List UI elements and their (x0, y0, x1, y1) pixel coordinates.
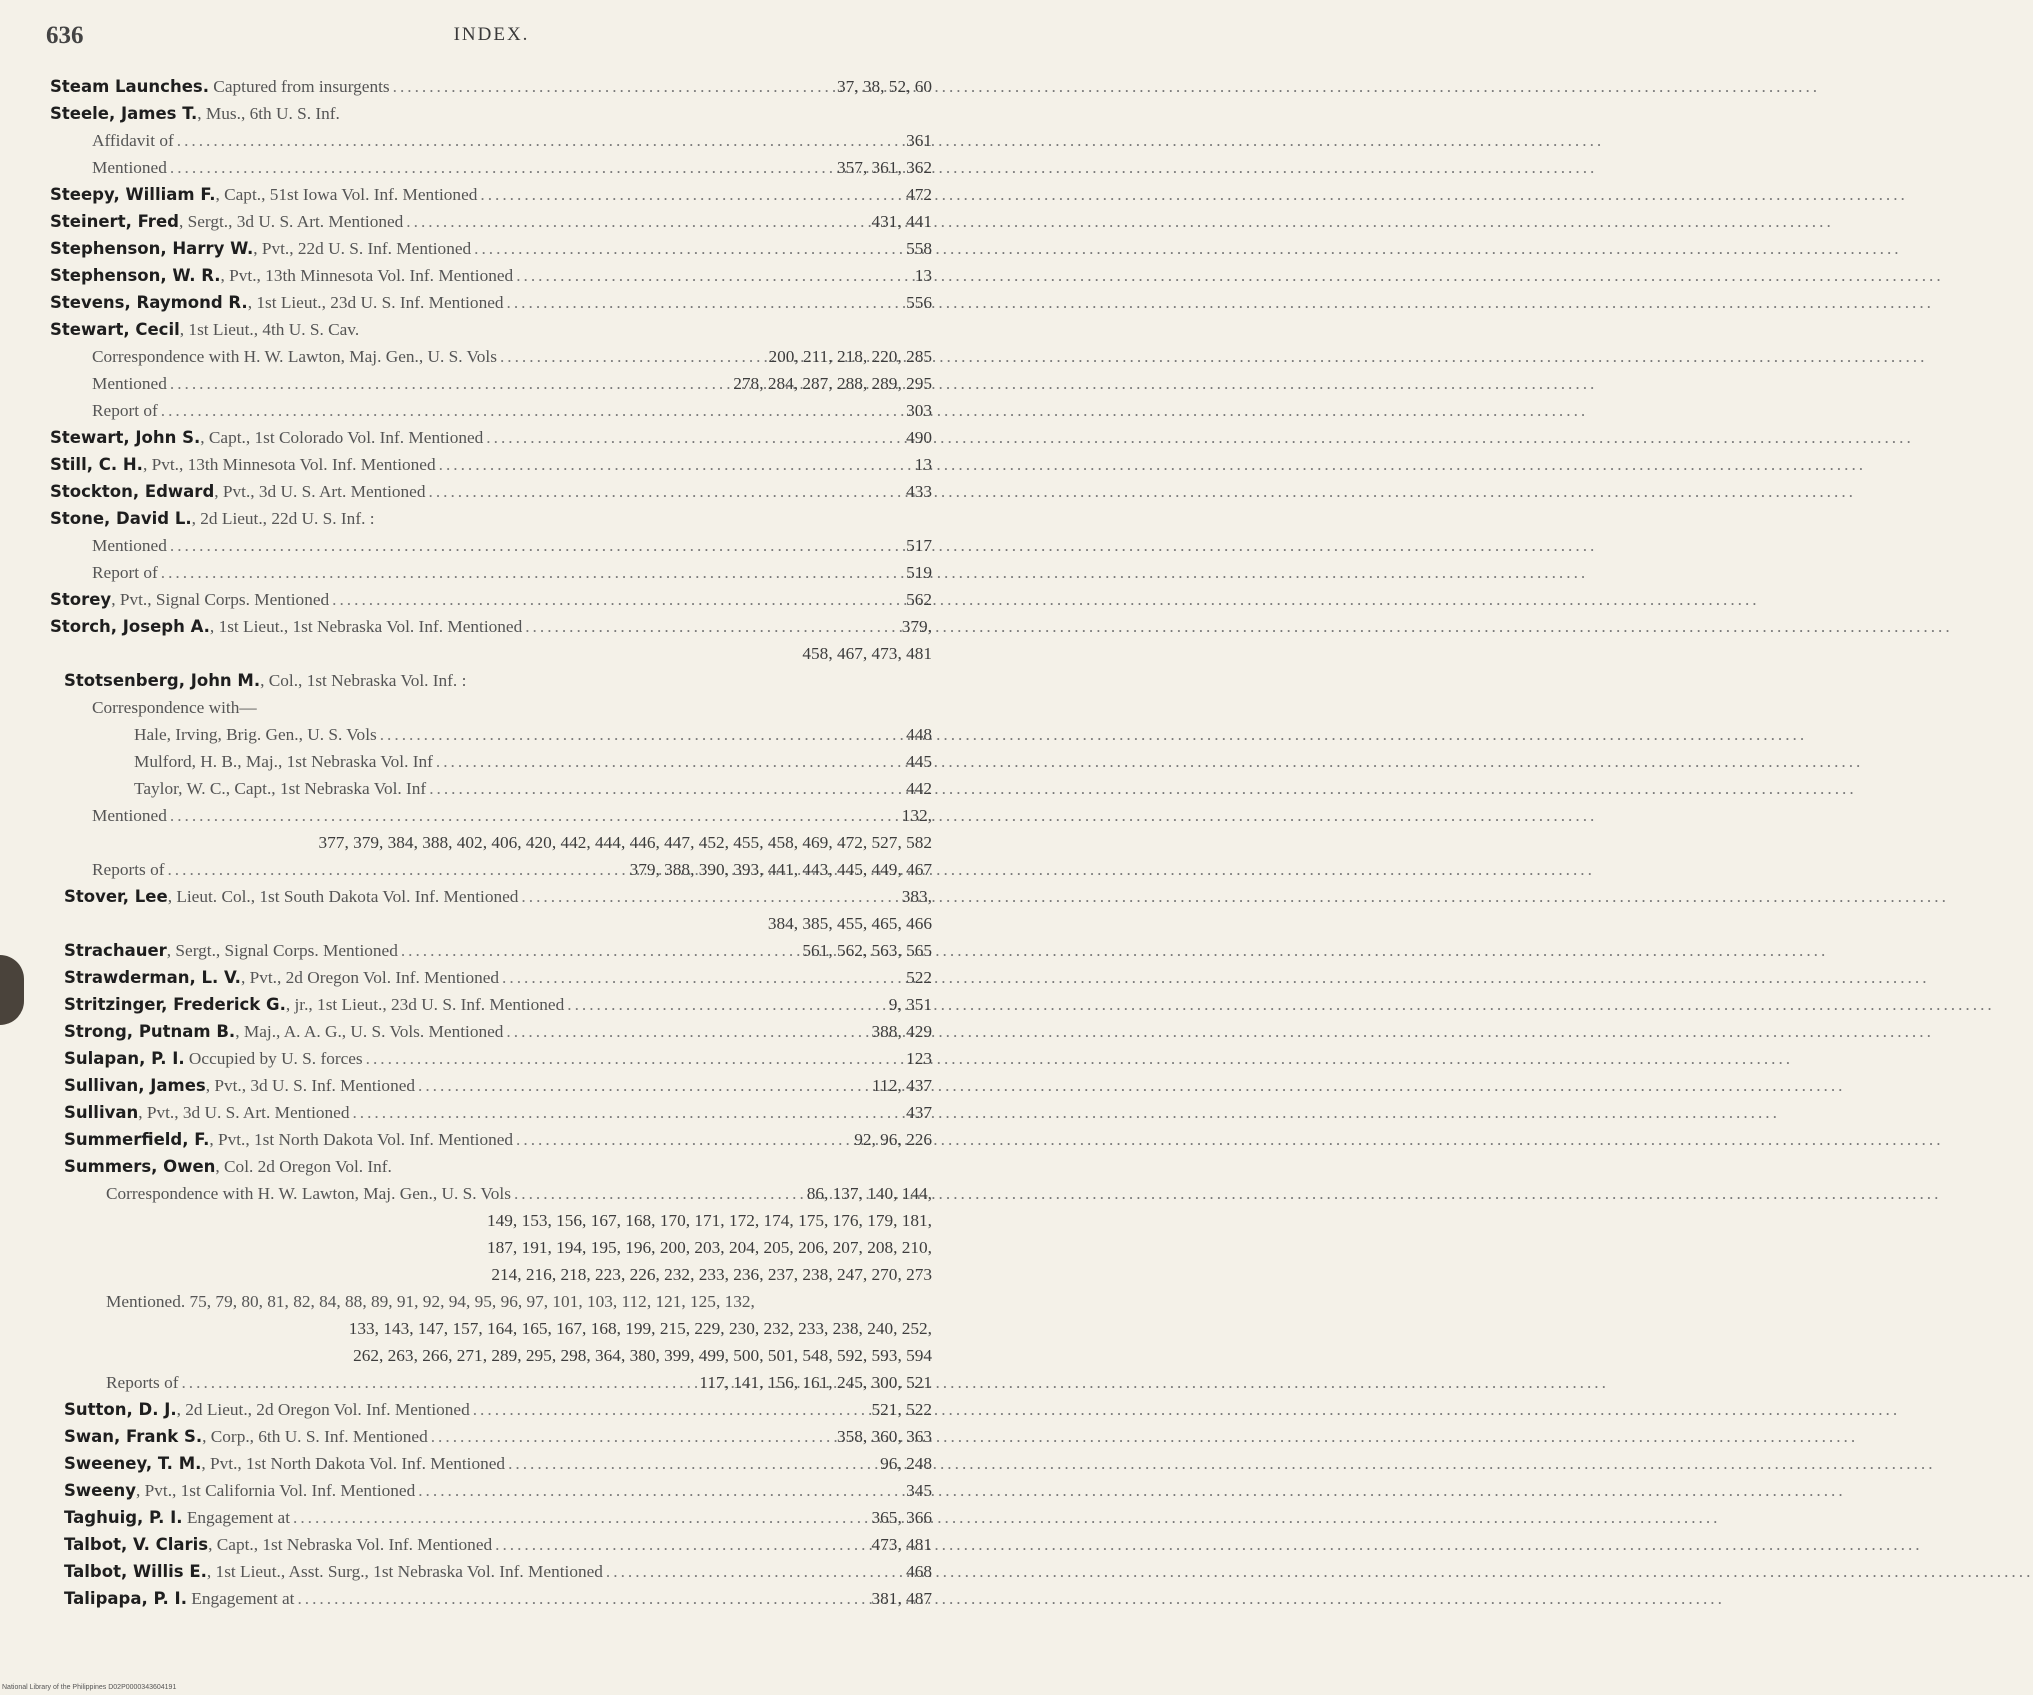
leader-dots (514, 1180, 804, 1207)
entry-pages: 13 (914, 266, 932, 285)
index-line (50, 451, 932, 478)
index-line (50, 1396, 932, 1423)
entry-description: , 2d Lieut., 2d Oregon Vol. Inf. Mentioned (176, 1400, 470, 1419)
leader-dots (393, 73, 834, 100)
entry-pages: 149, 153, 156, 167, 168, 170, 171, 172, 174, 175, 176, 179, 181, (487, 1211, 932, 1230)
entry-description: , Lieut. Col., 1st South Dakota Vol. Inf. Mentioned (167, 887, 519, 906)
index-line (50, 100, 932, 127)
index-line (50, 1153, 932, 1180)
index-line (50, 1072, 932, 1099)
index-line (50, 586, 932, 613)
entry-pages: 123 (906, 1049, 932, 1068)
entry-heading: Talbot, Willis E. (64, 1562, 207, 1581)
entry-pages: 458, 467, 473, 481 (802, 644, 932, 663)
entry-pages: 468 (906, 1562, 932, 1581)
entry-description: Hale, Irving, Brig. Gen., U. S. Vols (134, 725, 377, 744)
entry-heading: Steele, James T. (50, 104, 198, 123)
entry-heading: Strawderman, L. V. (64, 968, 241, 987)
entry-lead (64, 991, 564, 1018)
entry-heading: Sweeney, T. M. (64, 1454, 202, 1473)
index-line (50, 1288, 932, 1315)
entry-pages: 379, 388, 390, 393, 441, 443, 445, 449, 467 (629, 860, 932, 879)
entry-lead (50, 424, 483, 451)
entry-description: , Pvt., 3d U. S. Art. Mentioned (214, 482, 426, 501)
entry-pages: 357, 361, 362 (836, 158, 932, 177)
entry-pages: 445 (906, 752, 932, 771)
entry-lead (64, 1477, 415, 1504)
leader-dots (170, 154, 834, 181)
index-line (50, 397, 932, 424)
entry-description: , Pvt., 1st North Dakota Vol. Inf. Mentioned (201, 1454, 506, 1473)
leader-dots (606, 1558, 903, 1585)
entry-lead (64, 1099, 349, 1126)
leader-dots (366, 1045, 903, 1072)
entry-description: Captured from insurgents (208, 77, 390, 96)
entry-lead (64, 1585, 294, 1612)
entry-description: Correspondence with H. W. Lawton, Maj. Gen., U. S. Vols (92, 347, 497, 366)
entry-lead (106, 1180, 511, 1207)
leader-dots (170, 802, 899, 829)
leader-dots (516, 262, 912, 289)
entry-pages: 448 (906, 725, 932, 744)
leader-dots (170, 370, 730, 397)
leader-dots (332, 586, 903, 613)
entry-description: Report of (92, 401, 158, 420)
entry-lead (64, 1504, 290, 1531)
entry-pages: 278, 284, 287, 288, 289, 295 (733, 374, 932, 393)
entry-pages: 558 (906, 239, 932, 258)
entry-lead (92, 856, 164, 883)
entry-pages: 561, 562, 563, 565 (802, 941, 932, 960)
leader-dots (352, 1099, 903, 1126)
index-line (50, 640, 932, 667)
entry-description: Mentioned (92, 158, 167, 177)
entry-description: , Mus., 6th U. S. Inf. (197, 104, 340, 123)
entry-heading: Stewart, John S. (50, 428, 201, 447)
entry-lead (64, 1531, 492, 1558)
entry-pages: 92, 96, 226 (854, 1130, 932, 1149)
entry-description: , Corp., 6th U. S. Inf. Mentioned (202, 1427, 428, 1446)
entry-heading: Steepy, William F. (50, 185, 216, 204)
entry-heading: Sweeny (64, 1481, 137, 1500)
entry-heading: Talbot, V. Claris (64, 1535, 209, 1554)
entry-description: , Pvt., 3d U. S. Inf. Mentioned (205, 1076, 416, 1095)
entry-pages: 556 (906, 293, 932, 312)
entry-lead (50, 208, 403, 235)
entry-pages: 132, (901, 806, 932, 825)
entry-lead (64, 1018, 503, 1045)
index-line (50, 208, 932, 235)
entry-heading: Taghuig, P. I. (64, 1508, 183, 1527)
entry-heading: Stevens, Raymond R. (50, 293, 248, 312)
index-line (50, 181, 932, 208)
leader-dots (521, 883, 898, 910)
leader-dots (161, 559, 903, 586)
entry-pages: 262, 263, 266, 271, 289, 295, 298, 364, 380, 399, 499, 500, 501, 548, 592, 593, 594 (353, 1346, 932, 1365)
index-line (50, 829, 932, 856)
entry-pages: 383, (901, 887, 932, 906)
entry-pages: 519 (906, 563, 932, 582)
leader-dots (502, 964, 903, 991)
leader-dots (181, 1369, 696, 1396)
entry-description: , Pvt., 13th Minnesota Vol. Inf. Mentioned (220, 266, 514, 285)
entry-pages: 37, 38, 52, 60 (836, 77, 932, 96)
leader-dots (439, 451, 912, 478)
entry-description: , 1st Lieut., 23d U. S. Inf. Mentioned (247, 293, 504, 312)
entry-heading: Stone, David L. (50, 509, 192, 528)
index-line (50, 370, 932, 397)
index-line (50, 694, 932, 721)
entry-description: , Sergt., 3d U. S. Art. Mentioned (178, 212, 404, 231)
index-line (50, 559, 932, 586)
index-line (50, 1585, 932, 1612)
entry-lead (106, 1369, 178, 1396)
entry-pages: 379, (901, 617, 932, 636)
entry-description: , jr., 1st Lieut., 23d U. S. Inf. Mentioned (285, 995, 565, 1014)
index-line (50, 262, 932, 289)
entry-lead (134, 775, 426, 802)
entry-heading: Strachauer (64, 941, 167, 960)
entry-description: Mentioned. 75, 79, 80, 81, 82, 84, 88, 89, 91, 92, 94, 95, 96, 97, 101, 103, 112, 121, 125, 132, (106, 1292, 755, 1311)
entry-pages: 472 (906, 185, 932, 204)
index-line (50, 1477, 932, 1504)
entry-description: , Pvt., 1st California Vol. Inf. Mentioned (136, 1481, 416, 1500)
entry-lead (64, 1396, 470, 1423)
entry-pages: 200, 211, 218, 220, 285 (768, 347, 932, 366)
index-line (50, 1099, 932, 1126)
leader-dots (436, 748, 903, 775)
entry-heading: Strong, Putnam B. (64, 1022, 236, 1041)
entry-description: Occupied by U. S. forces (184, 1049, 363, 1068)
entry-description: , Pvt., 1st North Dakota Vol. Inf. Mentioned (209, 1130, 514, 1149)
index-line (50, 1018, 932, 1045)
entry-heading: Talipapa, P. I. (64, 1589, 187, 1608)
entry-description: Engagement at (182, 1508, 291, 1527)
entry-pages: 490 (906, 428, 932, 447)
entry-lead (64, 1423, 428, 1450)
leader-dots (401, 937, 800, 964)
entry-heading: Sullivan (64, 1103, 139, 1122)
index-line (50, 1234, 932, 1261)
entry-heading: Stover, Lee (64, 887, 168, 906)
index-line (50, 667, 932, 694)
leader-dots (418, 1477, 903, 1504)
entry-heading: Sutton, D. J. (64, 1400, 177, 1419)
index-entries (50, 73, 932, 1612)
entry-heading: Still, C. H. (50, 455, 143, 474)
entry-description: , Pvt., 2d Oregon Vol. Inf. Mentioned (240, 968, 500, 987)
entry-pages: 9, 351 (888, 995, 932, 1014)
entry-description: , 1st Lieut., 4th U. S. Cav. (179, 320, 360, 339)
entry-description: Mentioned (92, 536, 167, 555)
entry-pages: 117, 141, 156, 161, 245, 300, 521 (699, 1373, 932, 1392)
entry-pages: 86, 137, 140, 144, (806, 1184, 932, 1203)
entry-description: , Capt., 51st Iowa Vol. Inf. Mentioned (215, 185, 478, 204)
index-line (50, 154, 932, 181)
entry-lead (92, 694, 257, 721)
entry-lead (50, 289, 504, 316)
entry-pages: 214, 216, 218, 223, 226, 232, 233, 236, 237, 238, 247, 270, 273 (491, 1265, 932, 1284)
entry-lead (64, 667, 466, 694)
index-line (50, 1369, 932, 1396)
entry-description: , 1st Lieut., 1st Nebraska Vol. Inf. Mentioned (209, 617, 523, 636)
entry-pages: 345 (906, 1481, 932, 1500)
entry-heading: Stotsenberg, John M. (64, 671, 261, 690)
entry-pages: 365, 366 (871, 1508, 932, 1527)
entry-pages: 377, 379, 384, 388, 402, 406, 420, 442, 444, 446, 447, 452, 455, 458, 469, 472, 527, 582 (318, 833, 932, 852)
index-line (50, 343, 932, 370)
leader-dots (486, 424, 903, 451)
index-line (50, 1207, 932, 1234)
leader-dots (297, 1585, 868, 1612)
entry-description: , 2d Lieut., 22d U. S. Inf. : (191, 509, 375, 528)
leader-dots (480, 181, 903, 208)
leader-dots (380, 721, 903, 748)
index-line (50, 1261, 932, 1288)
running-head: INDEX. (453, 24, 530, 45)
leader-dots (516, 1126, 851, 1153)
index-page (0, 0, 983, 1695)
index-line (50, 1180, 932, 1207)
entry-description: , Pvt., 13th Minnesota Vol. Inf. Mentioned (142, 455, 436, 474)
entry-heading: Storey (50, 590, 112, 609)
entry-lead (50, 613, 522, 640)
index-line (50, 802, 932, 829)
entry-description: , Col., 1st Nebraska Vol. Inf. : (260, 671, 467, 690)
entry-description: , Sergt., Signal Corps. Mentioned (166, 941, 398, 960)
entry-lead (50, 235, 471, 262)
entry-lead (92, 370, 167, 397)
entry-lead (106, 1288, 755, 1315)
entry-heading: Storch, Joseph A. (50, 617, 210, 636)
scan-footer: National Library of the Philippines D02P0000343604191 (2, 1684, 177, 1691)
entry-description: , Pvt., 3d U. S. Art. Mentioned (138, 1103, 350, 1122)
entry-lead (50, 100, 340, 127)
entry-lead (64, 937, 398, 964)
entry-pages: 112, 437 (872, 1076, 932, 1095)
entry-pages: 96, 248 (880, 1454, 932, 1473)
leader-dots (170, 532, 903, 559)
entry-lead (50, 181, 477, 208)
index-line (50, 1126, 932, 1153)
entry-heading: Stewart, Cecil (50, 320, 180, 339)
index-line (50, 937, 932, 964)
entry-description: , Capt., 1st Nebraska Vol. Inf. Mentioned (208, 1535, 493, 1554)
entry-description: Reports of (106, 1373, 179, 1392)
entry-description: Reports of (92, 860, 165, 879)
entry-description: , Pvt., Signal Corps. Mentioned (111, 590, 330, 609)
thumb-shadow (0, 955, 24, 1025)
entry-heading: Stephenson, W. R. (50, 266, 221, 285)
entry-lead (50, 451, 436, 478)
entry-description: Correspondence with— (92, 698, 257, 717)
entry-pages: 133, 143, 147, 157, 164, 165, 167, 168, 199, 215, 229, 230, 232, 233, 238, 240, 252, (348, 1319, 932, 1338)
entry-description: , Col. 2d Oregon Vol. Inf. (215, 1157, 392, 1176)
leader-dots (474, 235, 903, 262)
index-line (50, 964, 932, 991)
entry-heading: Summerfield, F. (64, 1130, 210, 1149)
entry-heading: Stritzinger, Frederick G. (64, 995, 286, 1014)
entry-lead (50, 262, 513, 289)
entry-pages: 431, 441 (871, 212, 932, 231)
index-line (50, 1531, 932, 1558)
entry-description: Affidavit of (92, 131, 174, 150)
index-line (50, 316, 932, 343)
index-line (50, 1315, 932, 1342)
entry-description: Correspondence with H. W. Lawton, Maj. Gen., U. S. Vols (106, 1184, 511, 1203)
entry-lead (50, 73, 390, 100)
entry-pages: 384, 385, 455, 465, 466 (767, 914, 932, 933)
entry-heading: Stephenson, Harry W. (50, 239, 254, 258)
entry-pages: 187, 191, 194, 195, 196, 200, 203, 204, 205, 206, 207, 208, 210, (487, 1238, 932, 1257)
index-line (50, 856, 932, 883)
entry-lead (50, 478, 426, 505)
entry-description: , Maj., A. A. G., U. S. Vols. Mentioned (235, 1022, 504, 1041)
index-line (50, 478, 932, 505)
entry-pages: 381, 487 (871, 1589, 932, 1608)
entry-lead (64, 1126, 513, 1153)
leader-dots (508, 1450, 877, 1477)
entry-description: , Capt., 1st Colorado Vol. Inf. Mentioned (200, 428, 484, 447)
index-line (50, 73, 932, 100)
index-line (50, 235, 932, 262)
index-line (50, 883, 932, 910)
index-line (50, 910, 932, 937)
leader-dots (500, 343, 766, 370)
index-line (50, 1504, 932, 1531)
entry-description: Mentioned (92, 806, 167, 825)
entry-lead (92, 559, 158, 586)
entry-lead (64, 1153, 392, 1180)
entry-lead (64, 1558, 603, 1585)
index-line (50, 1342, 932, 1369)
entry-pages: 303 (906, 401, 932, 420)
index-line (50, 1450, 932, 1477)
entry-lead (134, 721, 377, 748)
entry-pages: 473, 481 (871, 1535, 932, 1554)
index-line (50, 613, 932, 640)
page-number: 636 (46, 22, 84, 49)
entry-lead (92, 154, 167, 181)
leader-dots (506, 1018, 868, 1045)
entry-heading: Summers, Owen (64, 1157, 216, 1176)
leader-dots (293, 1504, 868, 1531)
entry-lead (92, 397, 158, 424)
entry-heading: Sulapan, P. I. (64, 1049, 185, 1068)
entry-lead (92, 343, 497, 370)
entry-heading: Stockton, Edward (50, 482, 215, 501)
leader-dots (418, 1072, 869, 1099)
index-line (50, 991, 932, 1018)
index-line (50, 1423, 932, 1450)
leader-dots (161, 397, 903, 424)
entry-heading: Sullivan, James (64, 1076, 206, 1095)
entry-pages: 522 (906, 968, 932, 987)
entry-pages: 521, 522 (871, 1400, 932, 1419)
entry-pages: 358, 360, 363 (836, 1427, 932, 1446)
entry-description: Mentioned (92, 374, 167, 393)
entry-lead (64, 964, 499, 991)
entry-lead (92, 532, 167, 559)
entry-lead (92, 127, 174, 154)
leader-dots (473, 1396, 869, 1423)
leader-dots (429, 775, 903, 802)
entry-description: , Pvt., 22d U. S. Inf. Mentioned (253, 239, 472, 258)
leader-dots (167, 856, 626, 883)
index-line (50, 424, 932, 451)
entry-lead (92, 802, 167, 829)
entry-description: Engagement at (186, 1589, 295, 1608)
entry-pages: 433 (906, 482, 932, 501)
entry-lead (64, 1450, 505, 1477)
index-line (50, 289, 932, 316)
leader-dots (429, 478, 904, 505)
entry-pages: 361 (906, 131, 932, 150)
entry-description: Taylor, W. C., Capt., 1st Nebraska Vol. Inf (134, 779, 427, 798)
index-line (50, 721, 932, 748)
entry-heading: Steam Launches. (50, 77, 209, 96)
index-line (50, 1558, 932, 1585)
entry-description: , 1st Lieut., Asst. Surg., 1st Nebraska Vol. Inf. Mentioned (206, 1562, 603, 1581)
entry-pages: 388, 429 (871, 1022, 932, 1041)
leader-dots (177, 127, 903, 154)
leader-dots (525, 613, 899, 640)
entry-description: Mulford, H. B., Maj., 1st Nebraska Vol. Inf (134, 752, 433, 771)
entry-heading: Steinert, Fred (50, 212, 179, 231)
entry-description: Report of (92, 563, 158, 582)
entry-pages: 13 (914, 455, 932, 474)
entry-lead (64, 883, 518, 910)
leader-dots (431, 1423, 834, 1450)
entry-lead (50, 586, 329, 613)
index-line (50, 127, 932, 154)
leader-dots (567, 991, 886, 1018)
entry-heading: Swan, Frank S. (64, 1427, 203, 1446)
index-line (50, 1045, 932, 1072)
entry-lead (134, 748, 433, 775)
index-line (50, 748, 932, 775)
entry-lead (50, 505, 375, 532)
entry-lead (64, 1045, 363, 1072)
leader-dots (507, 289, 904, 316)
leader-dots (406, 208, 868, 235)
index-line (50, 532, 932, 559)
index-line (50, 505, 932, 532)
entry-pages: 437 (906, 1103, 932, 1122)
entry-lead (50, 316, 359, 343)
entry-pages: 442 (906, 779, 932, 798)
entry-pages: 562 (906, 590, 932, 609)
entry-lead (64, 1072, 415, 1099)
entry-pages: 517 (906, 536, 932, 555)
index-line (50, 775, 932, 802)
leader-dots (495, 1531, 868, 1558)
